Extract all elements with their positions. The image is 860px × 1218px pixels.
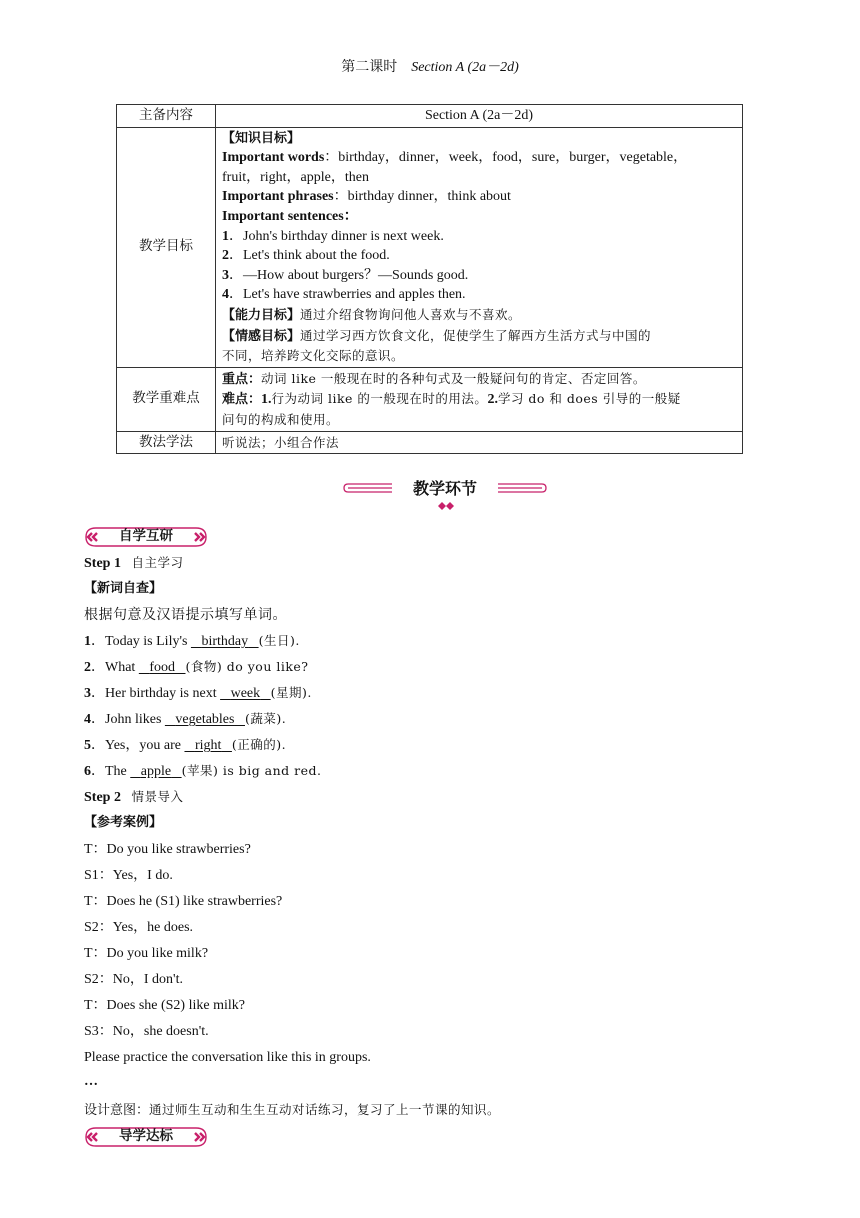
diff-number: 2. (487, 392, 498, 408)
sentence-number: 3 (222, 267, 229, 283)
step-title: 情景导入 (131, 789, 184, 804)
exercise-text: ．What (91, 660, 139, 675)
answer-text: apple (140, 764, 172, 779)
case-label: 【参考案例】 (84, 815, 163, 830)
exercise-hint: (正确的). (231, 737, 287, 752)
dialogue-line: T：Does he (S1) like strawberries? (84, 894, 283, 909)
exercise-item (84, 658, 309, 677)
tag-guide (84, 1126, 208, 1148)
answer-text: food (149, 660, 175, 675)
design-text: 通过师生互动和生生互动对话练习，复习了上一节课的知识。 (149, 1102, 501, 1117)
step-label: Step 1 (84, 556, 121, 571)
exercise-hint: (苹果) is big and red. (181, 763, 322, 778)
exercise-number: 4 (84, 712, 91, 727)
page-title (0, 56, 860, 76)
ability-text: 通过介绍食物询问他人喜欢与不喜欢。 (300, 306, 522, 322)
exercise-answer (130, 764, 181, 779)
diff-cont: 问句的构成和使用。 (222, 411, 340, 427)
sentences-colon: ： (343, 208, 358, 224)
new-words-label: 【新词自查】 (84, 581, 163, 596)
answer-text: birthday (201, 634, 249, 649)
tag-label: 自学互研 (119, 528, 173, 544)
dialogue-line: T：Do you like milk? (84, 946, 209, 961)
title-en: Section A (2a－2d) (411, 60, 519, 75)
exercise-hint: (食物) do you like? (185, 659, 309, 674)
dialogue-line: Please practice the conversation like this in groups. (84, 1050, 371, 1065)
exercise-answer (184, 738, 231, 753)
ability-tag: 【能力目标】 (222, 307, 301, 323)
key-points-cell (216, 367, 743, 431)
dialogue-line: S1：Yes，I do. (84, 868, 173, 883)
answer-text: vegetables (175, 712, 235, 727)
exercise-answer (165, 712, 245, 727)
sentence-text: ．Let's have strawberries and apples then. (229, 287, 466, 303)
key-tag: 重点： (222, 371, 262, 387)
exercise-text: ．Yes，you are (91, 738, 185, 753)
answer-text: right (194, 738, 222, 753)
row-header: 主备内容 (117, 105, 216, 128)
new-words-tag (84, 580, 162, 598)
title-cn: 第二课时 (341, 60, 398, 75)
exercise-number: 2 (84, 660, 91, 675)
exercise-answer (191, 634, 259, 649)
exercise-number: 5 (84, 738, 91, 753)
lesson-plan-table (116, 104, 743, 454)
knowledge-tag: 【知识目标】 (222, 130, 301, 146)
exercise-hint: (生日). (258, 633, 300, 648)
row-content: 听说法；小组合作法 (216, 431, 743, 454)
exercise-item (84, 736, 286, 755)
step1-heading (84, 554, 183, 573)
step-title: 自主学习 (131, 555, 184, 570)
table-row (117, 127, 743, 367)
sentence-text: ．—How about burgers？—Sounds good. (229, 267, 469, 283)
exercise-answer (220, 686, 271, 701)
exercise-text: ．The (91, 764, 131, 779)
dialogue-line: S3：No，she doesn't. (84, 1024, 209, 1039)
exercise-item (84, 710, 286, 729)
key-text: 动词 like 一般现在时的各种句式及一般疑问句的肯定、否定回答。 (261, 370, 646, 386)
exercise-hint: (星期). (270, 685, 312, 700)
emotion-tag: 【情感目标】 (222, 328, 301, 344)
exercise-item (84, 684, 312, 703)
sentence-number: 1 (222, 228, 229, 244)
row-header: 教学目标 (117, 127, 216, 367)
objectives-cell (216, 127, 743, 367)
table-row (117, 431, 743, 454)
dialogue-line: S2：Yes，he does. (84, 920, 194, 935)
step-label: Step 2 (84, 790, 121, 805)
row-header: 教学重难点 (117, 367, 216, 431)
sentence-number: 4 (222, 287, 229, 303)
instruction: 根据句意及汉语提示填写单词。 (84, 607, 287, 623)
diff-text: 学习 do 和 does 引导的一般疑 (497, 391, 681, 407)
design-label: 设计意图： (84, 1103, 150, 1118)
step2-heading (84, 788, 183, 807)
answer-text: week (230, 686, 261, 701)
case-tag (84, 814, 162, 832)
exercise-item (84, 632, 300, 651)
exercise-answer (139, 660, 186, 675)
words-text: ：birthday，dinner，week，food，sure，burger，vegetable， (324, 150, 688, 166)
banner-title: 教学环节 (412, 479, 477, 498)
diff-text: 行为动词 like 的一般现在时的用法。 (271, 391, 488, 407)
table-row (117, 105, 743, 128)
tag-label: 导学达标 (119, 1128, 173, 1144)
exercise-number: 3 (84, 686, 91, 701)
diff-number: 1. (261, 392, 272, 408)
exercise-number: 6 (84, 764, 91, 779)
emotion-cont: 不同，培养跨文化交际的意识。 (222, 348, 405, 364)
exercise-text: ．Today is Lily's (91, 634, 191, 649)
exercise-text: ．Her birthday is next (91, 686, 221, 701)
sentence-text: ．John's birthday dinner is next week. (229, 228, 444, 244)
section-banner (340, 479, 550, 511)
design-intent (84, 1101, 500, 1120)
sentence-number: 2 (222, 248, 229, 264)
dialogue-line: S2：No，I don't. (84, 972, 183, 987)
dialogue-line: T：Does she (S2) like milk? (84, 998, 245, 1013)
sentence-text: ．Let's think about the food. (229, 248, 390, 264)
row-header: 教法学法 (117, 431, 216, 454)
phrases-text: ：birthday dinner，think about (333, 189, 511, 205)
emotion-text: 通过学习西方饮食文化，促使学生了解西方生活方式与中国的 (300, 327, 652, 343)
sentences-label: Important sentences (222, 208, 344, 224)
exercise-item (84, 762, 322, 781)
ellipsis: … (84, 1074, 98, 1089)
exercise-number: 1 (84, 634, 91, 649)
phrases-label: Important phrases (222, 189, 334, 205)
table-row (117, 367, 743, 431)
words-label: Important words (222, 150, 325, 166)
tag-self-study (84, 526, 208, 548)
difficulty-tag: 难点： (222, 392, 262, 408)
exercise-text: ．John likes (91, 712, 165, 727)
words-cont: fruit，right，apple，then (222, 169, 369, 185)
row-content: Section A (2a－2d) (216, 105, 743, 128)
exercise-hint: (蔬菜). (244, 711, 287, 726)
dialogue-line: T：Do you like strawberries? (84, 842, 251, 857)
